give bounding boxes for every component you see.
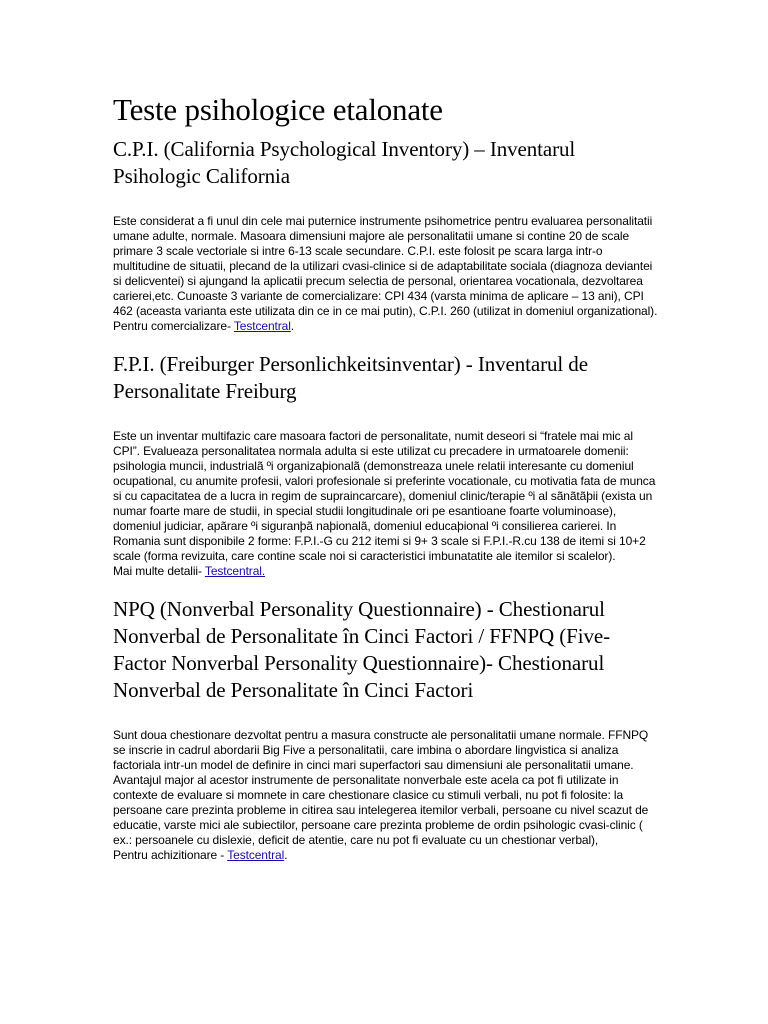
section-paragraph-cpi bbox=[113, 214, 658, 334]
section-heading-fpi: F.P.I. (Freiburger Personlichkeitsinventar) - Inventarul de Personalitate Freiburg bbox=[113, 352, 588, 403]
link-line bbox=[113, 848, 658, 863]
section-heading-npq: NPQ (Nonverbal Personality Questionnaire) - Chestionarul Nonverbal de Personalitate în Cinci Factori / FFNPQ (Five-Factor Nonverbal Personality Questionnaire)- Chestionarul Nonverbal de Personalitate în Cinci Factori bbox=[113, 597, 610, 702]
link-prefix: Pentru achizitionare - bbox=[113, 848, 228, 862]
section-heading-cpi: C.P.I. (California Psychological Inventory) – Inventarul Psihologic California bbox=[113, 137, 576, 188]
link-line bbox=[113, 564, 658, 579]
testcentral-link[interactable]: Testcentral. bbox=[204, 564, 266, 578]
section-paragraph-fpi bbox=[113, 429, 658, 579]
document-page bbox=[113, 90, 658, 880]
page-title: Teste psihologice etalonate bbox=[113, 92, 443, 127]
link-prefix: Mai multe detalii- bbox=[113, 564, 205, 578]
paragraph-text: Sunt doua chestionare dezvoltat pentru a masura constructe ale personalitatii umane normale. FFNPQ se inscrie in cadrul abordarii Big Five a personalitatii, care imbina o abordare lingvistica si analiza factoriala intr-un model de definire in cinci mari superfactori sau dimensiuni ale personalitatii umane. Avantajul major al acestor instrumente de personalitate nonverbale este acela ca pot fi utilizate in contexte de evaluare si momnete in care chestionare clasice cu stimuli verbali, nu pot fi folosite: la persoane care prezinta probleme in citirea sau intelegerea itemilor verbali, persoane cu nivel scazut de educatie, varste mici ale subiectilor, persoane care prezinta probleme de ordin psihologic cvasi-clinic ( ex.: persoanele cu dislexie, deficit de atentie, care nu pot fi evaluate cu un chestionar verbal), bbox=[113, 728, 649, 847]
paragraph-text: Este considerat a fi unul din cele mai puternice instrumente psihometrice pentru evaluarea personalitatii umane adulte, normale. Masoara dimensiuni majore ale personalitatii umane si contine 20 de scale primare 3 scale vectoriale si intre 6-13 scale secundare. C.P.I. este folosit pe scara larga intr-o multitudine de situatii, plecand de la utilizari cvasi-clinice si de adaptabilitate sociala (diagnoza deviantei si delicventei) si ajungand la aplicatii precum selectia de personal, orientarea vocationala, dezvoltarea carierei,etc. Cunoaste 3 variante de comercializare: CPI 434 (varsta minima de aplicare – 13 ani), CPI 462 (aceasta varianta este utilizata din ce in ce mai putin), C.P.I. 260 (utilizat in domeniul organizational). bbox=[113, 214, 658, 318]
link-line bbox=[113, 319, 658, 334]
link-suffix: . bbox=[290, 319, 295, 333]
testcentral-link[interactable]: Testcentral bbox=[227, 848, 285, 862]
testcentral-link[interactable]: Testcentral bbox=[233, 319, 291, 333]
link-suffix: . bbox=[284, 848, 288, 862]
link-prefix: Pentru comercializare- bbox=[113, 319, 234, 333]
paragraph-text: Este un inventar multifazic care masoara factori de personalitate, numit deseori si “fratele mai mic al CPI”. Evalueaza personalitatea normala adulta si este utilizat cu precadere in urmatoarele domenii: psihologia muncii, industrialã ºi organizaþionalã (demonstreaza unele relatii interesante cu domeniul ocupational, cu anumite profesii, valori profesionale si preferinte vocationale, cu motivatia fata de munca si cu capacitatea de a lucra in regim de supraincarcare), domeniul clinic/terapie ºi al sãnãtãþii (exista un numar foarte mare de studii, in special studii longitudinale ori pe esantioane foarte voluminoase), domeniul judiciar, apãrare ºi siguranþã naþionalã, domeniul educaþional ºi consilierea carierei. In Romania sunt disponibile 2 forme: F.P.I.-G cu 212 itemi si 9+ 3 scale si F.P.I.-R.cu 138 de itemi si 10+2 scale (forma revizuita, care contine scale noi si caracteristici imbunatatite ale itemilor si scalelor). bbox=[113, 429, 656, 563]
section-paragraph-npq bbox=[113, 728, 658, 863]
